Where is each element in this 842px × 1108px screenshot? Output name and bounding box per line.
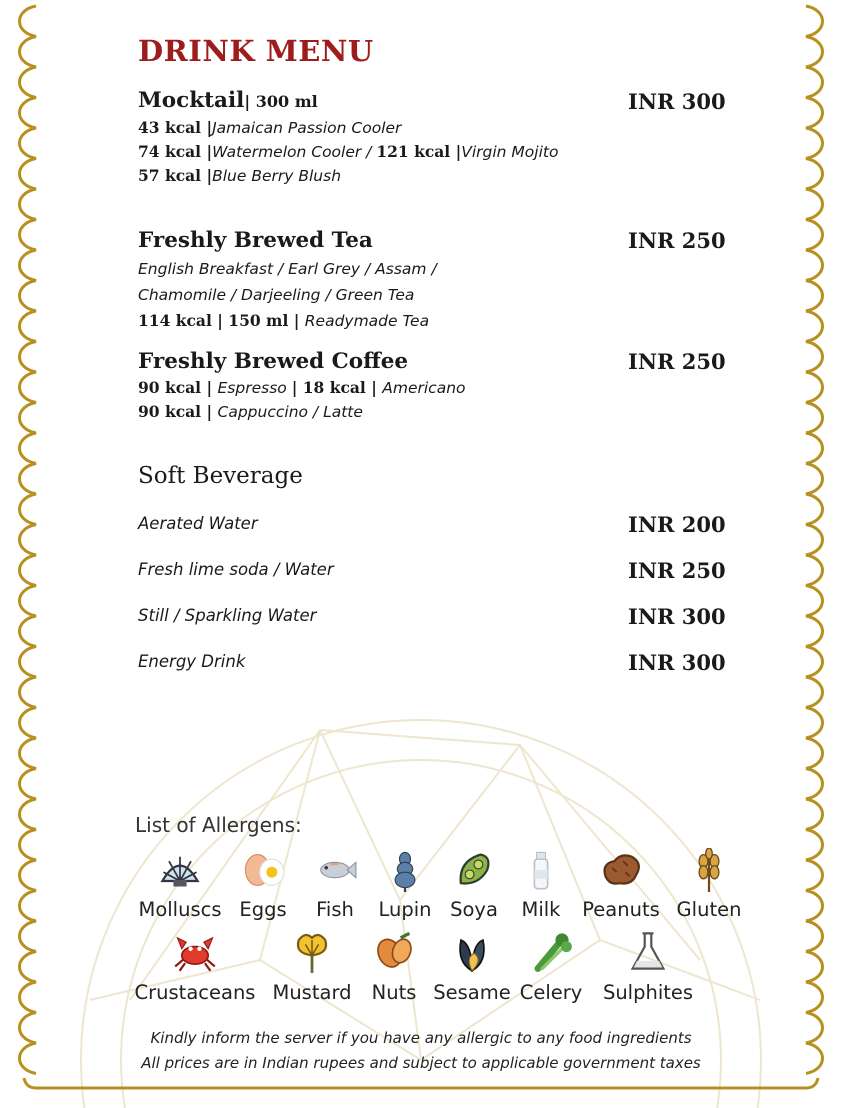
description-line — [138, 140, 558, 164]
fish-icon — [313, 848, 357, 896]
allergen-label: Crustaceans — [134, 981, 256, 1004]
allergen-label: Peanuts — [582, 898, 660, 921]
drink-name: Virgin Mojito — [461, 143, 559, 161]
coffee-lines — [138, 376, 466, 424]
footer-allergy-note: Kindly inform the server if you have any allergic to any food ingredients — [150, 1029, 692, 1047]
description-line — [138, 256, 437, 282]
soya-icon — [452, 848, 496, 896]
mustard-icon — [290, 929, 334, 977]
shell-icon — [158, 848, 202, 896]
mocktail-heading — [138, 88, 318, 113]
soft-beverage-name: Still / Sparkling Water — [138, 606, 317, 625]
celery-icon — [529, 929, 573, 977]
mocktail-name: Mocktail — [138, 88, 245, 113]
allergen-label: Fish — [316, 898, 354, 921]
mocktail-lines — [138, 116, 558, 188]
tea-heading: Freshly Brewed Tea — [138, 228, 373, 253]
allergen-label: Sesame — [433, 981, 511, 1004]
footer-tax-note: All prices are in Indian rupees and subject to applicable government taxes — [141, 1054, 701, 1072]
allergen-label: Mustard — [272, 981, 352, 1004]
wheat-icon — [687, 848, 731, 896]
allergen-label: Sulphites — [602, 981, 694, 1004]
crab-icon — [173, 929, 217, 977]
allergen-label: Celery — [519, 981, 583, 1004]
egg-icon — [241, 848, 285, 896]
description-line — [138, 116, 558, 140]
kcal-info: 114 kcal | 150 ml | — [138, 311, 305, 330]
kcal-info: 43 kcal | — [138, 118, 213, 137]
description-line — [138, 308, 437, 334]
description-line — [138, 282, 437, 308]
drink-name: Americano — [382, 379, 466, 397]
kcal-info: 90 kcal | — [138, 378, 218, 397]
allergen-label: Molluscs — [138, 898, 222, 921]
soft-beverage-name: Aerated Water — [138, 514, 258, 533]
allergen-label: Eggs — [239, 898, 287, 921]
soft-beverage-price: INR 250 — [628, 558, 726, 583]
kcal-info: 74 kcal | — [138, 142, 213, 161]
drink-name: Watermelon Cooler / — [212, 143, 377, 161]
allergens-title: List of Allergens: — [135, 813, 302, 837]
tea-lines — [138, 256, 437, 334]
soft-beverage-heading: Soft Beverage — [138, 463, 303, 489]
allergen-label: Lupin — [378, 898, 432, 921]
nuts-icon — [372, 929, 416, 977]
drink-name: Espresso — [217, 379, 292, 397]
peanut-icon — [599, 848, 643, 896]
milk-icon — [519, 848, 563, 896]
allergen-label: Gluten — [676, 898, 742, 921]
soft-beverage-price: INR 300 — [628, 650, 726, 675]
soft-beverage-price: INR 300 — [628, 604, 726, 629]
soft-beverage-name: Energy Drink — [138, 652, 246, 671]
kcal-info: | 18 kcal | — [291, 378, 383, 397]
drink-name: Cappuccino / Latte — [217, 403, 363, 421]
drink-name: Chamomile / Darjeeling / Green Tea — [138, 286, 415, 304]
flask-icon — [626, 929, 670, 977]
mocktail-price: INR 300 — [628, 89, 726, 114]
kcal-info: 90 kcal | — [138, 402, 218, 421]
menu-title: DRINK MENU — [138, 34, 374, 68]
drink-name: English Breakfast / Earl Grey / Assam / — [138, 260, 437, 278]
tea-price: INR 250 — [628, 228, 726, 253]
lupin-icon — [383, 848, 427, 896]
drink-name: Blue Berry Blush — [212, 167, 342, 185]
description-line — [138, 400, 466, 424]
soft-beverage-name: Fresh lime soda / Water — [138, 560, 334, 579]
allergen-label: Milk — [521, 898, 561, 921]
kcal-info: 57 kcal | — [138, 166, 213, 185]
description-line — [138, 376, 466, 400]
drink-name: Readymade Tea — [304, 312, 430, 330]
coffee-heading: Freshly Brewed Coffee — [138, 349, 409, 374]
soft-beverage-price: INR 200 — [628, 512, 726, 537]
allergen-label: Soya — [450, 898, 498, 921]
description-line — [138, 164, 558, 188]
coffee-price: INR 250 — [628, 349, 726, 374]
allergen-label: Nuts — [371, 981, 417, 1004]
kcal-info: 121 kcal | — [376, 142, 462, 161]
drink-name: Jamaican Passion Cooler — [212, 119, 402, 137]
sesame-icon — [450, 929, 494, 977]
mocktail-size: | 300 ml — [244, 92, 318, 111]
